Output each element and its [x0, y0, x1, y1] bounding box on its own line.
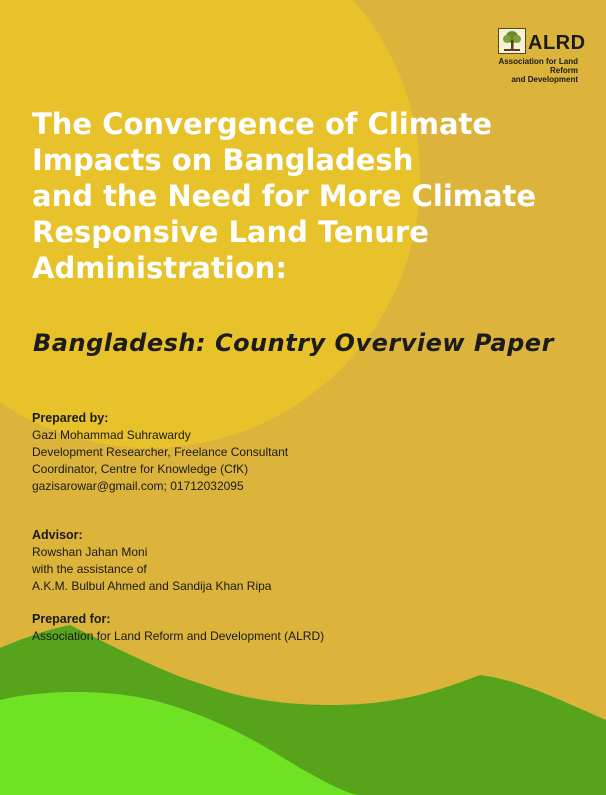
- prepared-by-section: [32, 410, 288, 495]
- advisor-section: [32, 527, 271, 595]
- alrd-logo: [498, 28, 598, 84]
- alrd-full-name: Association for Land Reform and Development: [498, 57, 578, 84]
- author-affiliation: Coordinator, Centre for Knowledge (CfK): [32, 462, 249, 476]
- title-line: Responsive Land Tenure: [32, 215, 429, 249]
- author-name: Gazi Mohammad Suhrawardy: [32, 428, 191, 442]
- title-line: and the Need for More Climate: [32, 179, 537, 213]
- advisor-name: Rowshan Jahan Moni: [32, 545, 148, 559]
- title-line: Impacts on Bangladesh: [32, 143, 414, 177]
- author-role: Development Researcher, Freelance Consultant: [32, 445, 289, 459]
- prepared-by-heading: Prepared by:: [32, 411, 109, 425]
- alrd-abbreviation: ALRD: [528, 32, 586, 54]
- prepared-for-section: [32, 611, 324, 645]
- title-line: The Convergence of Climate: [32, 107, 493, 141]
- author-contact: gazisarowar@gmail.com; 01712032095: [32, 479, 244, 493]
- advisor-assistants: A.K.M. Bulbul Ahmed and Sandija Khan Ripa: [32, 579, 272, 593]
- document-subtitle: Bangladesh: Country Overview Paper: [33, 329, 554, 357]
- advisor-assistance-label: with the assistance of: [32, 562, 147, 576]
- title-line: Administration:: [32, 251, 287, 285]
- document-title: [32, 106, 572, 286]
- advisor-heading: Advisor:: [32, 528, 83, 542]
- prepared-for-heading: Prepared for:: [32, 612, 111, 626]
- alrd-tree-icon: [498, 28, 526, 54]
- client-name: Association for Land Reform and Development (ALRD): [32, 629, 325, 643]
